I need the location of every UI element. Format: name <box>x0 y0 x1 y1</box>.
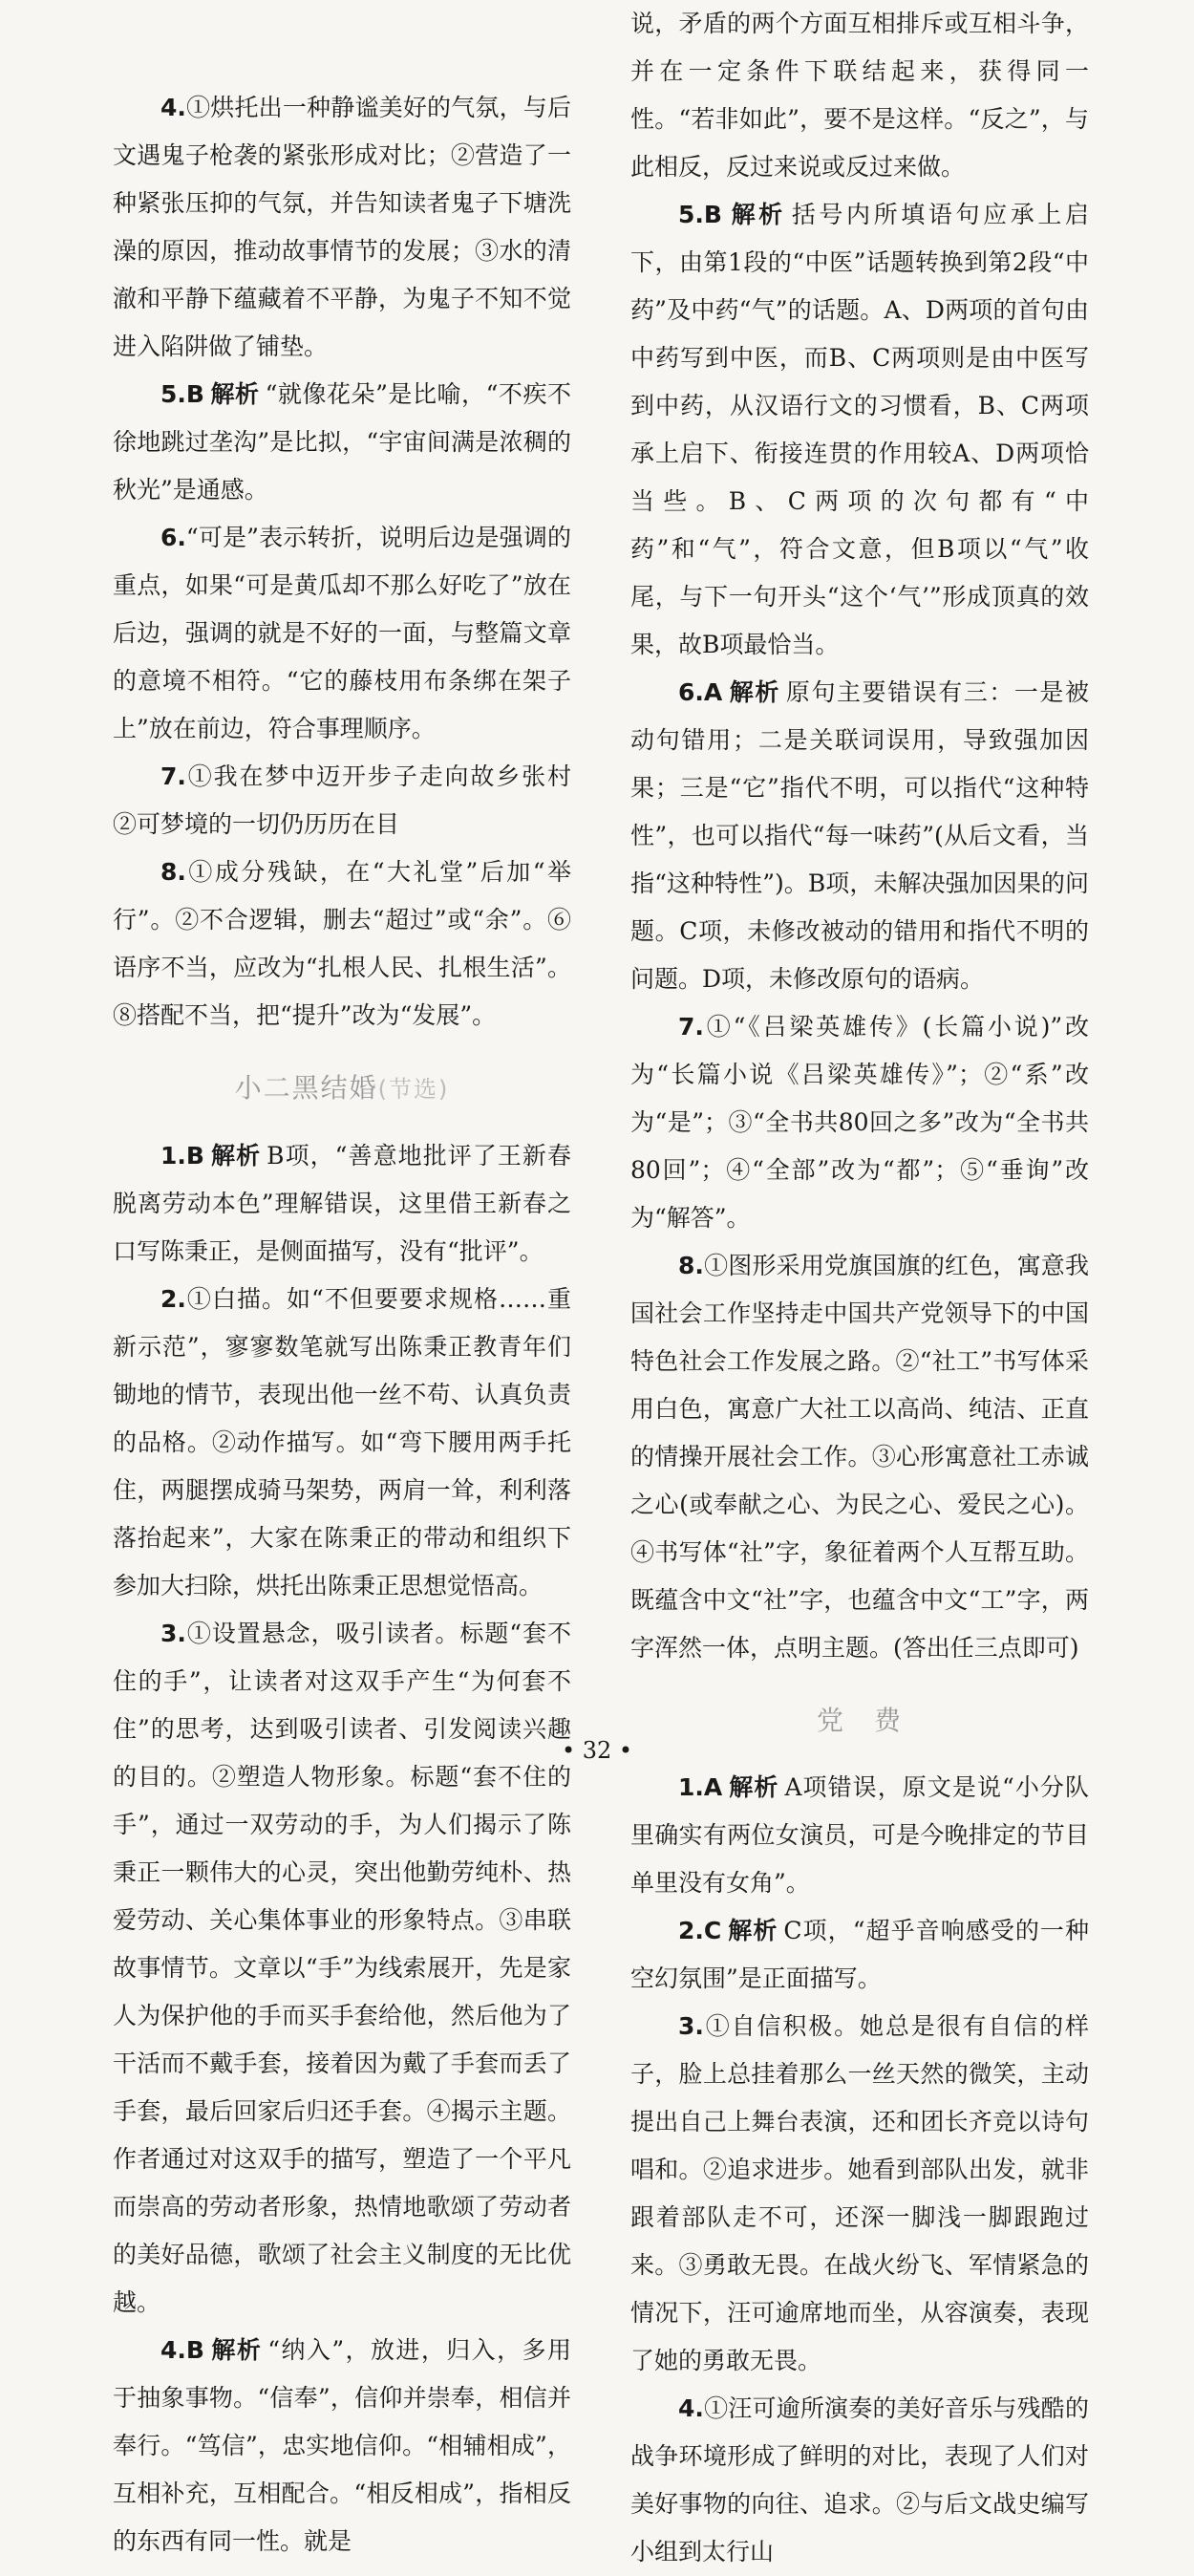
answer-item: 7.①我在梦中迈开步子走向故乡张村 ②可梦境的一切仍历历在目 <box>113 762 596 838</box>
answer-item: 4.①汪可逾所演奏的美好音乐与残酷的战争环境形成了鲜明的对比，表现了人们对美好事物的向往、追求。②与后文战史编写小组到太行山 <box>630 2394 1089 2565</box>
answer-item: 5.B 解析 “就像花朵”是比喻，“不疾不徐地跳过垄沟”是比拟，“宇宙间满是浓稠的秋光”是通感。 <box>113 380 571 504</box>
answer-item: 5.B 解析 括号内所填语句应承上启下，由第1段的“中医”话题转换到第2段“中药”及中药“气”的话题。A、D两项的首句由中药写到中医，而B、C两项则是由中医写到中药，从汉语行文的习惯看，B、C两项承上启下、衔接连贯的作用较A、D两项恰当些。B、C两项的次句都有“中药”和“气”，符合文意，但B项以“气”收尾，与下一句开头“这个‘气’”形成顶真的效果，故B项最恰当。 <box>630 201 1089 658</box>
answer-item: 4.B 解析 “纳入”，放进，归入，多用于抽象事物。“信奉”，信仰并崇奉，相信并奉行。“笃信”，忠实地信仰。“相辅相成”，互相补充，互相配合。“相反相成”，指相反的东西有同一性。就是 <box>113 2336 571 2555</box>
answer-item: 6.A 解析 原句主要错误有三：一是被动句错用；二是关联词误用，导致强加因果；三是“它”指代不明，可以指代“这种特性”，也可以指代“每一味药”(从后文看，当指“这种特性”)。B项，未解决强加因果的问题。C项，未修改被动的错用和指代不明的问题。D项，未修改原句的语病。 <box>630 678 1089 993</box>
answer-item: 6.“可是”表示转折，说明后边是强调的重点，如果“可是黄瓜却不那么好吃了”放在后边，强调的就是不好的一面，与整篇文章的意境不相符。“它的藤枝用布条绑在架子上”放在前边，符合事理顺序。 <box>113 524 571 742</box>
answer-item: 3.①设置悬念，吸引读者。标题“套不住的手”，让读者对这双手产生“为何套不住”的思考，达到吸引读者、引发阅读兴趣的目的。②塑造人物形象。标题“套不住的手”，通过一双劳动的手，为人们揭示了陈秉正一颗伟大的心灵，突出他勤劳纯朴、热爱劳动、关心集体事业的形象特点。③串联故事情节。文章以“手”为线索展开，先是家人为保护他的手而买手套给他，然后他为了干活而不戴手套，接着因为戴了手套而丢了手套，最后回家后归还手套。④揭示主题。作者通过对这双手的描写，塑造了一个平凡而崇高的劳动者形象，热情地歌颂了劳动者的美好品德，歌颂了社会主义制度的无比优越。 <box>113 1620 571 2316</box>
answer-item: 7.①“《吕梁英雄传》(长篇小说)”改为“长篇小说《吕梁英雄传》”；②“系”改为“是”；③“全书共80回之多”改为“全书共80回”；④“全部”改为“都”；⑤“垂询”改为“解答”。 <box>630 1013 1089 1232</box>
section-title: 小二黑结婚(节选) <box>234 1072 450 1104</box>
right-column <box>630 0 1089 2576</box>
answer-item: 8.①成分残缺，在“大礼堂”后加“举行”。②不合逻辑，删去“超过”或“余”。⑥语序不当，应改为“扎根人民、扎根生活”。⑧搭配不当，把“提升”改为“发展”。 <box>113 858 571 1029</box>
answer-item: 4.①烘托出一种静谧美好的气氛，与后文遇鬼子枪袭的紧张形成对比；②营造了一种紧张压抑的气氛，并告知读者鬼子下塘洗澡的原因，推动故事情节的发展；③水的清澈和平静下蕴藏着不平静，为鬼子不知不觉进入陷阱做了铺垫。 <box>113 94 571 360</box>
left-column <box>113 84 596 2565</box>
answer-item: 2.①白描。如“不但要要求规格……重新示范”，寥寥数笔就写出陈秉正教青年们锄地的情节，表现出他一丝不苟、认真负责的品格。②动作描写。如“弯下腰用两手托住，两腿摆成骑马架势，两肩一耸，利利落落抬起来”，大家在陈秉正的带动和组织下参加大扫除，烘托出陈秉正思想觉悟高。 <box>113 1285 571 1599</box>
answer-item: 1.A 解析 A项错误，原文是说“小分队里确实有两位女演员，可是今晚排定的节目单里没有女角”。 <box>630 1773 1089 1897</box>
answer-item: 2.C 解析 C项，“超乎音响感受的一种空幻氛围”是正面描写。 <box>630 1917 1089 1992</box>
page-number: • 32 • <box>561 1737 633 1764</box>
answer-continuation: 说，矛盾的两个方面互相排斥或互相斗争，并在一定条件下联结起来，获得同一性。“若非如此”，要不是这样。“反之”，与此相反，反过来说或反过来做。 <box>630 10 1089 181</box>
answer-item: 8.①图形采用党旗国旗的红色，寓意我国社会工作坚持走中国共产党领导下的中国特色社会工作发展之路。②“社工”书写体采用白色，寓意广大社工以高尚、纯洁、正直的情操开展社会工作。③心形寓意社工赤诚之心(或奉献之心、为民之心、爱民之心)。④书写体“社”字，象征着两个人互帮互助。既蕴含中文“社”字，也蕴含中文“工”字，两字浑然一体，点明主题。(答出任三点即可) <box>630 1252 1089 1662</box>
answer-item: 3.①自信积极。她总是很有自信的样子，脸上总挂着那么一丝天然的微笑，主动提出自己上舞台表演，还和团长齐竞以诗句唱和。②追求进步。她看到部队出发，就非跟着部队走不可，还深一脚浅一脚跟跑过来。③勇敢无畏。在战火纷飞、军情紧急的情况下，汪可逾席地而坐，从容演奏，表现了她的勇敢无畏。 <box>630 2012 1089 2374</box>
section-title: 党 费 <box>816 1705 903 1736</box>
answer-item: 1.B 解析 B项，“善意地批评了王新春脱离劳动本色”理解错误，这里借王新春之口写陈秉正，是侧面描写，没有“批评”。 <box>113 1142 571 1265</box>
